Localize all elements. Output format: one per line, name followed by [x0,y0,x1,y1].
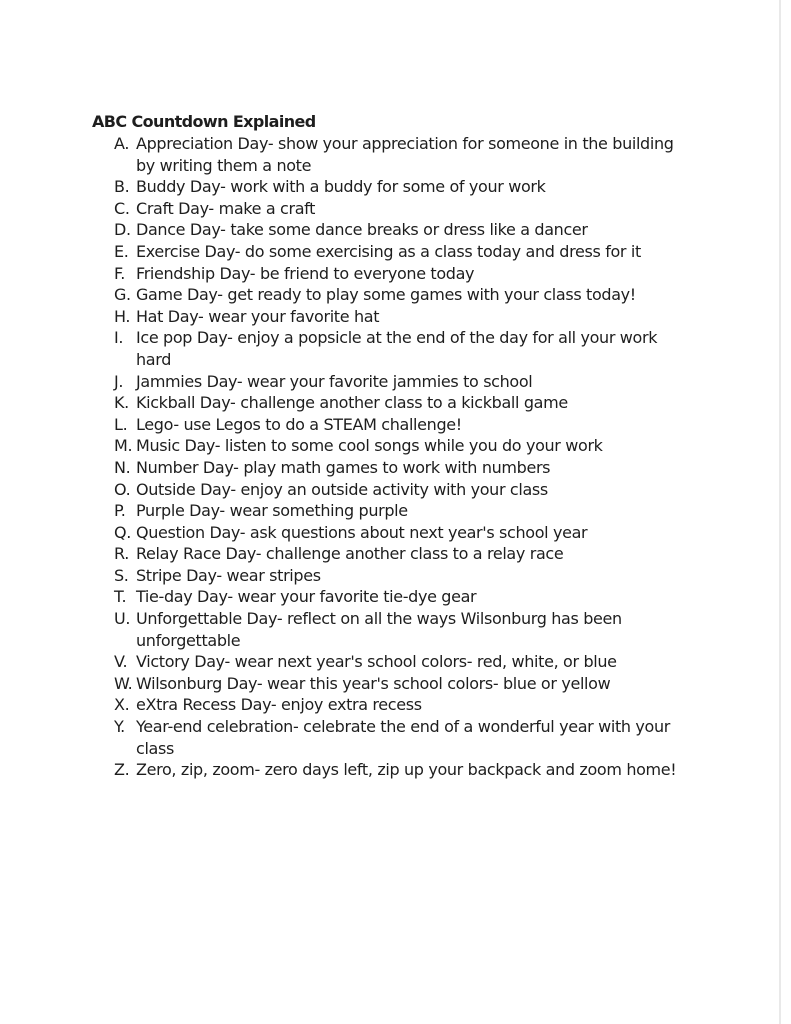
list-marker: W. [114,673,133,693]
list-marker: Y. [114,717,125,737]
list-marker: P. [114,501,126,521]
list-marker: Z. [114,760,130,780]
countdown-list [92,133,692,781]
list-marker: F. [114,263,126,283]
list-item-text: Music Day- listen to some cool songs while you do your work [136,436,603,456]
list-item-text: Question Day- ask questions about next year's school year [136,522,588,542]
list-item [92,435,692,457]
page-edge [779,0,781,1024]
list-item [92,716,692,759]
list-marker: E. [114,241,129,261]
list-marker: T. [114,587,127,607]
list-marker: C. [114,198,130,218]
list-item-text: Unforgettable Day- reflect on all the ways Wilsonburg has been unforgettable [136,609,622,650]
list-item [92,500,692,522]
list-item-text: Exercise Day- do some exercising as a class today and dress for it [136,241,641,261]
list-item-text: Purple Day- wear something purple [136,501,408,521]
list-marker: O. [114,479,131,499]
list-marker: D. [114,220,131,240]
list-item-text: Friendship Day- be friend to everyone today [136,263,475,283]
list-item-text: Wilsonburg Day- wear this year's school colors- blue or yellow [136,673,611,693]
list-marker: R. [114,544,129,564]
list-item-text: Appreciation Day- show your appreciation for someone in the building by writing them a note [136,134,674,175]
list-item-text: Buddy Day- work with a buddy for some of your work [136,177,546,197]
list-item [92,371,692,393]
list-item-text: Outside Day- enjoy an outside activity with your class [136,479,548,499]
list-marker: H. [114,306,131,326]
list-item [92,759,692,781]
list-item [92,673,692,695]
list-item-text: Kickball Day- challenge another class to a kickball game [136,393,568,413]
list-item-text: Jammies Day- wear your favorite jammies to school [136,371,533,391]
list-item [92,176,692,198]
list-marker: M. [114,436,133,456]
list-marker: J. [114,371,124,391]
list-marker: G. [114,285,131,305]
list-item-text: Year-end celebration- celebrate the end of a wonderful year with your class [136,717,671,758]
list-item [92,284,692,306]
list-marker: A. [114,134,130,153]
list-marker: V. [114,652,128,672]
list-item-text: Lego- use Legos to do a STEAM challenge! [136,414,462,434]
list-marker: Q. [114,522,131,542]
list-item-text: Dance Day- take some dance breaks or dress like a dancer [136,220,588,240]
list-item [92,327,692,370]
list-item [92,133,692,176]
list-marker: U. [114,609,131,629]
list-item-text: eXtra Recess Day- enjoy extra recess [136,695,422,715]
list-item [92,586,692,608]
list-item [92,219,692,241]
list-item [92,522,692,544]
list-item-text: Stripe Day- wear stripes [136,565,321,585]
list-marker: K. [114,393,129,413]
list-marker: X. [114,695,130,715]
list-item [92,457,692,479]
list-item-text: Relay Race Day- challenge another class to a relay race [136,544,564,564]
list-item [92,198,692,220]
list-item-text: Number Day- play math games to work with numbers [136,457,551,477]
list-marker: S. [114,565,129,585]
list-item-text: Tie-day Day- wear your favorite tie-dye gear [136,587,477,607]
list-item [92,263,692,285]
list-item [92,694,692,716]
list-item [92,306,692,328]
list-item-text: Zero, zip, zoom- zero days left, zip up your backpack and zoom home! [136,760,677,780]
list-marker: L. [114,414,128,434]
list-item-text: Hat Day- wear your favorite hat [136,306,380,326]
list-item-text: Game Day- get ready to play some games with your class today! [136,285,636,305]
list-marker: I. [114,328,124,348]
list-item [92,565,692,587]
list-item-text: Ice pop Day- enjoy a popsicle at the end of the day for all your work hard [136,328,658,369]
document [92,111,692,781]
document-title: ABC Countdown Explained [92,112,316,131]
list-item [92,392,692,414]
list-item-text: Craft Day- make a craft [136,198,316,218]
list-item [92,608,692,651]
list-item [92,241,692,263]
list-item [92,543,692,565]
list-item [92,414,692,436]
list-marker: N. [114,457,131,477]
list-item [92,651,692,673]
list-marker: B. [114,177,130,197]
list-item [92,479,692,501]
list-item-text: Victory Day- wear next year's school colors- red, white, or blue [136,652,617,672]
